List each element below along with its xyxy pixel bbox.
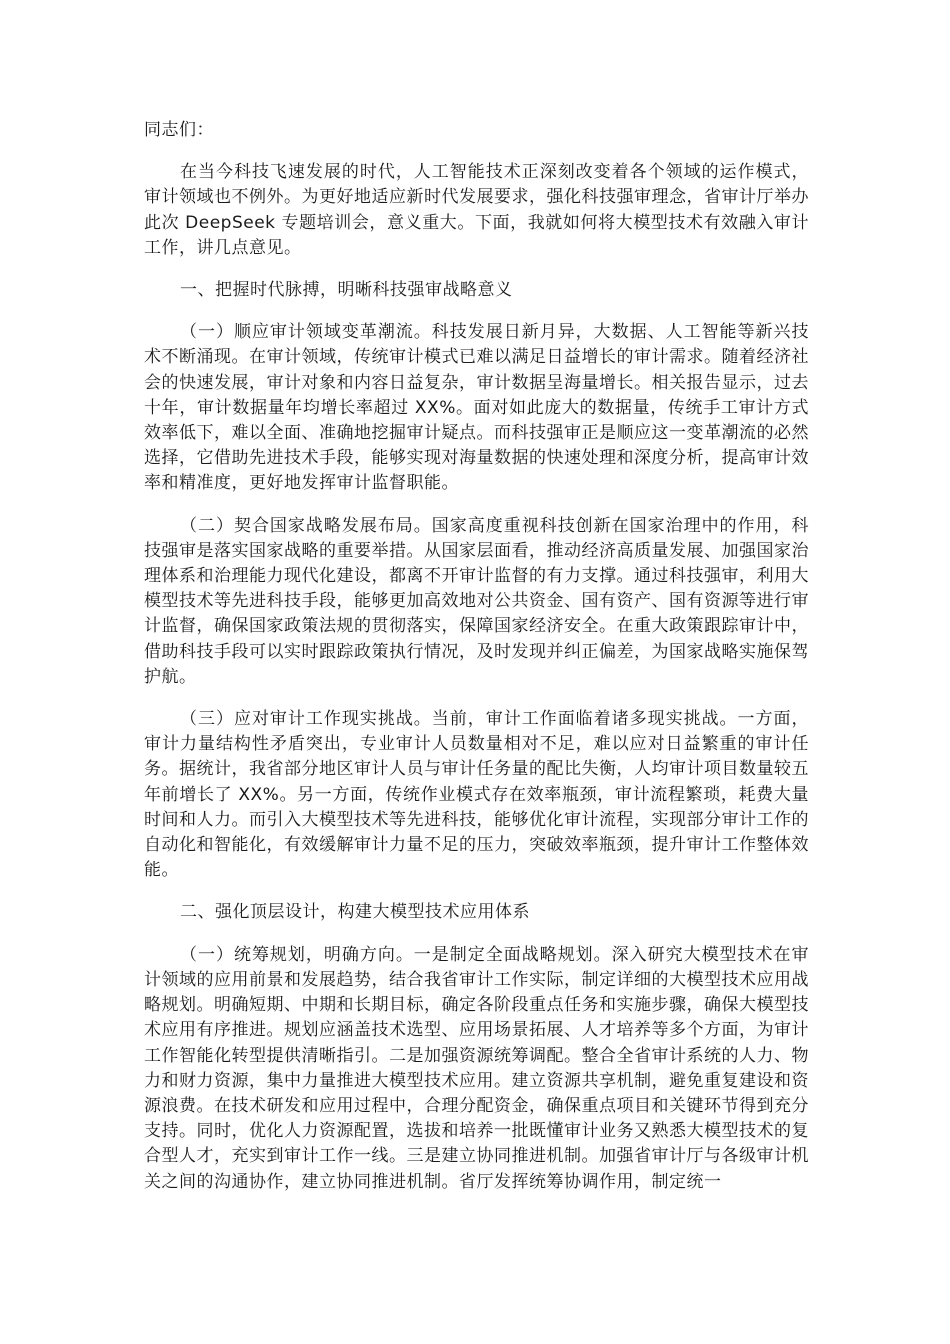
- body-paragraph: （二）契合国家战略发展布局。国家高度重视科技创新在国家治理中的作用，科技强审是落实国家战略的重要举措。从国家层面看，推动经济高质量发展、加强国家治理体系和治理能力现代化建设，都离不开审计监督的有力支撑。通过科技强审，利用大模型技术等先进科技手段，能够更加高效地对公共资金、国有资产、国有资源等进行审计监督，确保国家政策法规的贯彻落实，保障国家经济安全。在重大政策跟踪审计中，借助科技手段可以实时跟踪政策执行情况，及时发现并纠正偏差，为国家战略实施保驾护航。: [144, 515, 809, 687]
- body-paragraph: （一）顺应审计领域变革潮流。科技发展日新月异，大数据、人工智能等新兴技术不断涌现。在审计领域，传统审计模式已难以满足日益增长的审计需求。随着经济社会的快速发展，审计对象和内容日益复杂，审计数据呈海量增长。相关报告显示，过去十年，审计数据量年均增长率超过 XX%。面对如此庞大的数据量，传统手工审计方式效率低下，难以全面、准确地挖掘审计疑点。而科技强审正是顺应这一变革潮流的必然选择，它借助先进技术手段，能够实现对海量数据的快速处理和深度分析，提高审计效率和精准度，更好地发挥审计监督职能。: [144, 322, 809, 494]
- section-heading-2: 二、强化顶层设计，构建大模型技术应用体系: [180, 902, 530, 923]
- intro-paragraph: 在当今科技飞速发展的时代，人工智能技术正深刻改变着各个领域的运作模式，审计领域也不例外。为更好地适应新时代发展要求，强化科技强审理念，省审计厅举办此次 DeepSeek 专题培训会，意义重大。下面，我就如何将大模型技术有效融入审计工作，讲几点意见。: [144, 162, 809, 258]
- salutation: 同志们：: [144, 120, 214, 140]
- body-paragraph: （三）应对审计工作现实挑战。当前，审计工作面临着诸多现实挑战。一方面，审计力量结构性矛盾突出，专业审计人员数量相对不足，难以应对日益繁重的审计任务。据统计，我省部分地区审计人员与审计任务量的配比失衡，人均审计项目数量较五年前增长了 XX%。另一方面，传统作业模式存在效率瓶颈，审计流程繁琐，耗费大量时间和人力。而引入大模型技术等先进科技，能够优化审计流程，实现部分审计工作的自动化和智能化，有效缓解审计力量不足的压力，突破效率瓶颈，提升审计工作整体效能。: [144, 709, 809, 881]
- document-page: [144, 118, 809, 1212]
- body-paragraph: （一）统筹规划，明确方向。一是制定全面战略规划。深入研究大模型技术在审计领域的应用前景和发展趋势，结合我省审计工作实际，制定详细的大模型技术应用战略规划。明确短期、中期和长期目标，确定各阶段重点任务和实施步骤，确保大模型技术应用有序推进。规划应涵盖技术选型、应用场景拓展、人才培养等多个方面，为审计工作智能化转型提供清晰指引。二是加强资源统筹调配。整合全省审计系统的人力、物力和财力资源，集中力量推进大模型技术应用。建立资源共享机制，避免重复建设和资源浪费。在技术研发和应用过程中，合理分配资金，确保重点项目和关键环节得到充分支持。同时，优化人力资源配置，选拔和培养一批既懂审计业务又熟悉大模型技术的复合型人才，充实到审计工作一线。三是建立协同推进机制。加强省审计厅与各级审计机关之间的沟通协作，建立协同推进机制。省厅发挥统筹协调作用，制定统一: [144, 944, 809, 1192]
- section-heading-1: 一、把握时代脉搏，明晰科技强审战略意义: [180, 280, 513, 301]
